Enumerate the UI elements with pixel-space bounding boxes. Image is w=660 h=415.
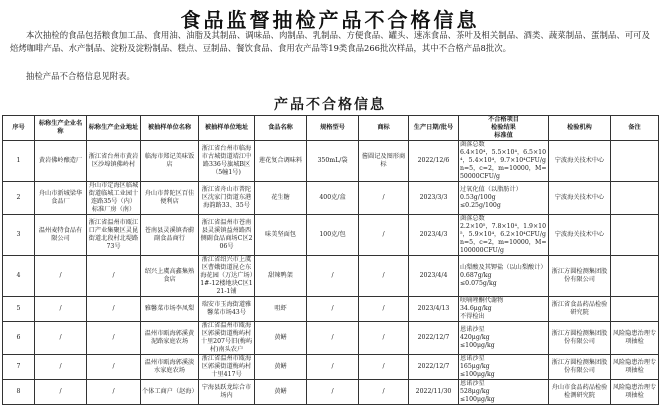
header-cell: 商标 <box>359 116 409 141</box>
result-line: 呋喃唑酮代谢物 <box>460 297 504 304</box>
table-cell: 风险隐患治理专项抽检 <box>611 322 659 355</box>
table-cell: 3 <box>3 215 35 256</box>
header-cell: 检验机构 <box>549 116 611 141</box>
table-cell: / <box>307 380 359 405</box>
table-row <box>3 256 659 297</box>
table-cell <box>611 182 659 215</box>
table-cell: 浙江省舟山市普陀区沈家门街道东港海韵路33、35号 <box>199 182 255 215</box>
table-cell: 黄岩佛岭酿造厂 <box>35 141 87 182</box>
header-cell: 被抽样单位地址 <box>199 116 255 141</box>
result-line: 恩诺沙星 <box>460 326 485 333</box>
table-cell: / <box>359 355 409 380</box>
result-line: 不得检出 <box>460 313 485 320</box>
table-row <box>3 355 659 380</box>
table-cell <box>459 141 549 182</box>
header-line: 标准值 <box>494 132 513 139</box>
table-row <box>3 380 659 405</box>
header-cell: 标称生产企业地址 <box>87 116 141 141</box>
table-cell: / <box>35 355 87 380</box>
table-cell <box>611 297 659 322</box>
intro-note: 抽检产品不合格信息见附表。 <box>26 71 135 81</box>
result-line: 2.2×10⁵，7.8×10⁴，1.9×10⁵，5.9×10⁴，6.2×10⁴CFU/g <box>460 223 547 238</box>
table-cell: 2023/4/4 <box>409 256 459 297</box>
header-cell: 标称生产企业名称 <box>35 116 87 141</box>
table-cell: 风险隐患治理专项抽检 <box>611 355 659 380</box>
table-cell <box>459 215 549 256</box>
table-cell: / <box>359 322 409 355</box>
table-cell <box>459 297 549 322</box>
result-line: 0.53g/100g <box>460 194 496 201</box>
table-cell: 临海市郑记美味饭店 <box>141 141 199 182</box>
result-line: 165μg/kg <box>460 363 490 370</box>
table-body <box>3 141 659 405</box>
table-cell: / <box>35 380 87 405</box>
table-cell <box>459 182 549 215</box>
table-cell: 宁波海关技术中心 <box>549 215 611 256</box>
table-cell: 个体工商户（赵海） <box>141 380 199 405</box>
table-cell: 浙江省温州市瓯海区郭溪街道梅屿村十里417号 <box>199 355 255 380</box>
table-cell: 黄鳝 <box>255 380 307 405</box>
table-cell: 浙江省台州市临海市古城街道靖江中路336号旗城B区（5幢1号) <box>199 141 255 182</box>
nonconformity-table <box>2 115 659 405</box>
table-cell <box>459 256 549 297</box>
table-cell <box>611 215 659 256</box>
table-cell: 2 <box>3 182 35 215</box>
table-cell: 浙江省食品药品检验研究院 <box>549 297 611 322</box>
result-line: 恩诺沙星 <box>460 380 485 387</box>
table-cell: 2022/11/30 <box>409 380 459 405</box>
header-line: 不合格项目 <box>488 116 519 123</box>
result-line: 过氧化值（以脂肪计） <box>460 186 522 193</box>
table-cell: 2023/4/13 <box>409 297 459 322</box>
result-line: n=5，c=2，m=10000，M=100000CFU/g <box>460 239 547 254</box>
result-line: 恩诺沙星 <box>460 355 485 362</box>
table-cell: 浙江省温州市瓯海区郭溪街道梅屿村十里207号旧(梅屿村)南头农户 <box>199 322 255 355</box>
header-line: 检验结果 <box>491 124 516 131</box>
table-cell: 宁波海关技术中心 <box>549 182 611 215</box>
table-cell <box>611 256 659 297</box>
result-line: 528μg/kg <box>460 388 490 395</box>
table-title: 产品不合格信息 <box>274 97 386 113</box>
table-cell: 风险隐患治理专项抽检 <box>611 380 659 405</box>
table-cell: 咀虾 <box>255 297 307 322</box>
result-line: 34.6μg/kg <box>460 305 492 312</box>
header-cell: 序号 <box>3 116 35 141</box>
table-cell: 8 <box>3 380 35 405</box>
result-line: ≤100μg/kg <box>460 396 495 403</box>
table-cell: 浙江省温州市苍南县灵溪镇益州路西侧副食品商场C区206号 <box>199 215 255 256</box>
table-cell: / <box>359 297 409 322</box>
table-cell: 温州麦特食品有限公司 <box>35 215 87 256</box>
table-cell: 7 <box>3 355 35 380</box>
table-cell: / <box>359 380 409 405</box>
table-cell: / <box>87 380 141 405</box>
table-cell <box>459 355 549 380</box>
table-row <box>3 297 659 322</box>
table-cell: 2022/12/7 <box>409 322 459 355</box>
header-cell: 备注 <box>611 116 659 141</box>
result-line: 菌落总数 <box>460 215 485 222</box>
intro-paragraph: 本次抽检的食品包括粮食加工品、食用油、油脂及其制品、调味品、肉制品、乳制品、方便食品、罐头、速冻食品、茶叶及相关制品、酒类、蔬菜制品、蛋制品、可可及焙烤咖啡产品、水产制品、淀粉及淀粉制品、糕点、豆制品、餐饮食品、食用农产品等19类食品266批次样品，其中不合格产品8批次。 <box>10 30 650 53</box>
table-cell: 4 <box>3 256 35 297</box>
header-cell <box>459 116 549 141</box>
table-row <box>3 182 659 215</box>
table-cell: / <box>307 297 359 322</box>
table-cell: 5 <box>3 297 35 322</box>
table-cell: / <box>307 322 359 355</box>
table-cell: / <box>87 355 141 380</box>
table-cell: 浙江方圆检测集团股份有限公司 <box>549 322 611 355</box>
result-line: ≤0.25g/100g <box>460 202 501 209</box>
table-cell: / <box>359 215 409 256</box>
header-cell: 生产日期/批号 <box>409 116 459 141</box>
table-cell: / <box>35 256 87 297</box>
table-cell: 温州市瓯海郭溪黄泥路家庭农场 <box>141 322 199 355</box>
table-cell: / <box>35 297 87 322</box>
result-line: 山梨酸及其钾盐（以山梨酸计） <box>460 264 547 271</box>
table-cell: 黄鳝 <box>255 355 307 380</box>
table-cell: / <box>359 182 409 215</box>
table-cell: 花生糖 <box>255 182 307 215</box>
header-cell: 被抽样单位名称 <box>141 116 199 141</box>
header-cell: 规格型号 <box>307 116 359 141</box>
header-cell: 食品名称 <box>255 116 307 141</box>
table-cell: 浙江方圆检测集团股份有限公司 <box>549 355 611 380</box>
table-cell: 舟山市普陀区百佳便利店 <box>141 182 199 215</box>
table-cell <box>459 380 549 405</box>
table-row <box>3 141 659 182</box>
table-cell: / <box>87 322 141 355</box>
table-cell: 苍南县灵溪镇杏蔚副食品商行 <box>141 215 199 256</box>
table-cell <box>611 141 659 182</box>
table-cell: 浙江省绍兴市上虞区曹娥街道昆仑东海花园（万达广场）1#-12楼地块C区121-1铺 <box>200 256 253 295</box>
table-row <box>3 322 659 355</box>
table-cell: / <box>307 256 359 297</box>
table-cell: 绍兴上虞高鑫集熟食店 <box>141 256 199 297</box>
table-cell: 2023/3/3 <box>409 182 459 215</box>
table-cell: 温州市瓯海郭溪淡水家庭农场 <box>141 355 199 380</box>
table-cell: 400克/盒 <box>307 182 359 215</box>
table-cell: 350mL/袋 <box>307 141 359 182</box>
table-cell: 宁波海关技术中心 <box>549 141 611 182</box>
result-line: n=5，c=2，m=10000，M=50000CFU/g <box>460 165 547 180</box>
table-header-row <box>3 116 659 141</box>
table-cell: 2022/12/6 <box>409 141 459 182</box>
table-cell: 雅馨菜市场李凤梨 <box>141 297 199 322</box>
table-cell: / <box>307 355 359 380</box>
table-cell: / <box>87 297 141 322</box>
result-line: ≤0.075g/kg <box>460 280 497 287</box>
table-cell: 1 <box>3 141 35 182</box>
result-line: 0.687g/kg <box>460 272 492 279</box>
result-line: 菌落总数 <box>460 141 485 148</box>
table-cell: 浙江方圆检测集团股份有限公司 <box>549 256 611 297</box>
table-cell: 酱圆记及图形商标 <box>359 141 409 182</box>
table-cell: / <box>87 256 141 297</box>
page-title: 食品监督抽检产品不合格信息 <box>180 8 480 32</box>
result-line: ≤100μg/kg <box>460 371 495 378</box>
table-cell: 2023/4/3 <box>409 215 459 256</box>
result-line: ≤100μg/kg <box>460 342 495 349</box>
table-cell: 舟山市新城梁华食品厂 <box>35 182 87 215</box>
table-cell <box>459 322 549 355</box>
table-cell: 舟山市定海区临城街道临城工业园十连路35号（内）标准厂房（南） <box>87 182 141 215</box>
table-row <box>3 215 659 256</box>
table-cell: 宁海县跃龙综合市场内 <box>199 380 255 405</box>
table-cell: 浙江省温州市瓯江口产业集聚区灵昆街道北段村北堤路73号 <box>87 215 141 256</box>
table-cell: 莲花复合调味料 <box>255 141 307 182</box>
table-cell: 甜辣鸭架 <box>255 256 307 297</box>
table-cell: / <box>359 256 409 297</box>
table-cell: 6 <box>3 322 35 355</box>
table-cell: 舟山市食品药品检验检测研究院 <box>549 380 611 405</box>
table-cell: 味美坚面包 <box>255 215 307 256</box>
result-line: 6.4×10⁴，5.5×10⁴，6.5×10⁴，5.4×10⁴，9.7×10⁴CFU/g <box>460 149 547 164</box>
table-cell: 2022/12/7 <box>409 355 459 380</box>
table-cell: 黄鳝 <box>255 322 307 355</box>
result-line: 420μg/kg <box>460 334 490 341</box>
table-cell: / <box>35 322 87 355</box>
table-cell: 100克/包 <box>307 215 359 256</box>
table-cell: 浙江省台州市黄岩区沙埠镇佛岭村 <box>87 141 141 182</box>
table-cell: 瑞安市玉海街道雅馨菜市场43号 <box>199 297 255 322</box>
